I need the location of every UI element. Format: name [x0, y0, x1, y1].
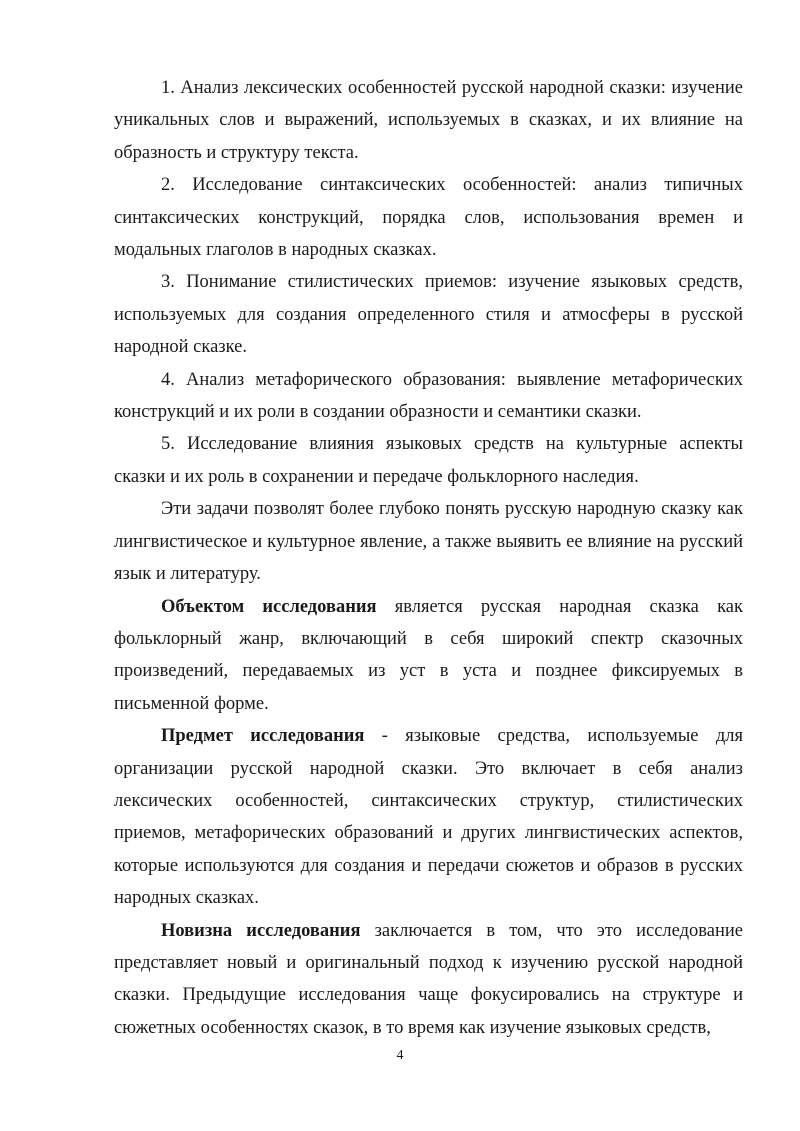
research-object-paragraph — [114, 591, 743, 721]
task-item-3: 3. Понимание стилистических приемов: изучение языковых средств, используемых для создания определенного стиля и атмосферы в русской народной сказке. — [114, 272, 743, 358]
document-page — [114, 72, 743, 1044]
research-novelty-text: заключается в том, что это исследование представляет новый и оригинальный подход к изучению русской народной сказки. Предыдущие исследования чаще фокусировались на структуре и сюжетных особенностях сказок, в то время как изучение языковых средств, — [114, 920, 743, 1038]
tasks-summary-paragraph: Эти задачи позволят более глубоко понять русскую народную сказку как лингвистическое и культурное явление, а также выявить ее влияние на русский язык и литературу. — [114, 499, 743, 585]
task-item-4: 4. Анализ метафорического образования: выявление метафорических конструкций и их роли в создании образности и семантики сказки. — [114, 369, 743, 423]
task-item-5: 5. Исследование влияния языковых средств на культурные аспекты сказки и их роль в сохранении и передаче фольклорного наследия. — [114, 434, 743, 487]
research-object-heading: Объектом исследования — [161, 596, 377, 617]
research-novelty-heading: Новизна исследования — [161, 920, 361, 941]
research-subject-heading: Предмет исследования — [161, 726, 365, 747]
research-novelty-paragraph — [114, 915, 743, 1045]
research-subject-paragraph — [114, 720, 743, 914]
page-number: 4 — [396, 1048, 404, 1063]
research-subject-text: - языковые средства, используемые для организации русской народной сказки. Это включает в себя анализ лексических особенностей, синтаксических структур, стилистических приемов, метафорических образований и других лингвистических аспектов, которые используются для создания и передачи сюжетов и образов в русских народных сказках. — [114, 726, 743, 909]
task-item-2: 2. Исследование синтаксических особенностей: анализ типичных синтаксических конструкций, порядка слов, использования времен и модальных глаголов в народных сказках. — [114, 175, 743, 261]
research-object-text: является русская народная сказка как фольклорный жанр, включающий в себя широкий спектр сказочных произведений, передаваемых из уст в уста и позднее фиксируемых в письменной форме. — [114, 596, 744, 714]
task-item-1: 1. Анализ лексических особенностей русской народной сказки: изучение уникальных слов и выражений, используемых в сказках, и их влияние на образность и структуру текста. — [114, 78, 743, 163]
